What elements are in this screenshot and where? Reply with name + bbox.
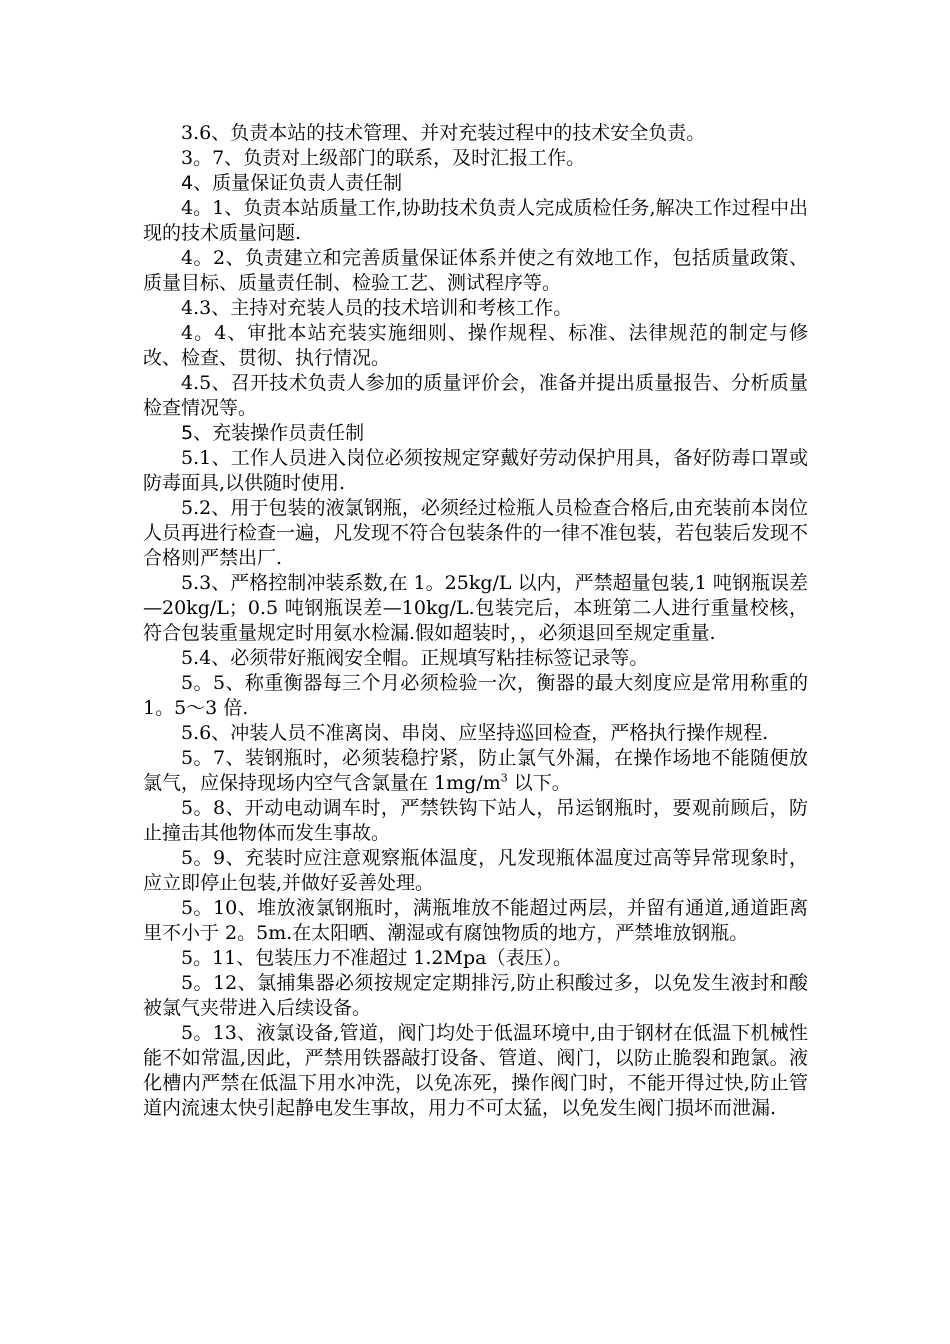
paragraph-5-7-text: 5。7、装钢瓶时，必须装稳拧紧，防止氯气外漏，在操作场地不能随便放氯气，应保持现场内空气含氯量在 1mg/m <box>143 747 808 794</box>
paragraph-4-5: 4.5、召开技术负责人参加的质量评价会，准备并提出质量报告、分析质量检查情况等。 <box>143 372 808 419</box>
paragraph-5-4: 5.4、必须带好瓶阀安全帽。正规填写粘挂标签记录等。 <box>181 647 649 669</box>
paragraph-3-6: 3.6、负责本站的技术管理、并对充装过程中的技术安全负责。 <box>181 122 706 144</box>
paragraph-4-2: 4。2、负责建立和完善质量保证体系并使之有效地工作，包括质量政策、质量目标、质量责任制、检验工艺、测试程序等。 <box>143 247 808 294</box>
paragraph-5-8: 5。8、开动电动调车时，严禁铁钩下站人，吊运钢瓶时，要观前顾后，防止撞击其他物体而发生事故。 <box>143 797 808 844</box>
superscript-3: 3 <box>500 771 508 785</box>
paragraph-5-2: 5.2、用于包装的液氯钢瓶，必须经过检瓶人员检查合格后,由充装前本岗位人员再进行检查一遍，凡发现不符合包装条件的一律不准包装，若包装后发现不合格则严禁出厂. <box>143 497 809 569</box>
paragraph-5-6: 5.6、冲装人员不准离岗、串岗、应坚持巡回检查，严格执行操作规程. <box>181 722 769 744</box>
paragraph-5-9: 5。9、充装时应注意观察瓶体温度，凡发现瓶体温度过高等异常现象时，应立即停止包装,并做好妥善处理。 <box>143 847 808 894</box>
paragraph-3-7: 3。7、负责对上级部门的联系，及时汇报工作。 <box>181 147 586 169</box>
paragraph-5-7 <box>143 746 808 796</box>
section-heading-5: 5、充装操作员责任制 <box>181 422 365 444</box>
paragraph-4-3: 4.3、主持对充装人员的技术培训和考核工作。 <box>181 297 573 319</box>
paragraph-4-1: 4。1、负责本站质量工作,协助技术负责人完成质检任务,解决工作过程中出现的技术质量问题. <box>143 197 808 244</box>
paragraph-5-3: 5.3、严格控制冲装系数,在 1。25kg/L 以内，严禁超量包装,1 吨钢瓶误差—20kg/L；0.5 吨钢瓶误差—10kg/L.包装完后，本班第二人进行重量校核，符合包装重量规定时用氨水检漏.假如超装时，，必须退回至规定重量. <box>143 572 808 644</box>
paragraph-5-13: 5。13、液氯设备,管道，阀门均处于低温环境中,由于钢材在低温下机械性能不如常温,因此，严禁用铁器敲打设备、管道、阀门，以防止脆裂和跑氯。液化槽内严禁在低温下用水冲洗，以免冻死，操作阀门时，不能开得过快,防止管道内流速太快引起静电发生事故，用力不可太猛，以免发生阀门损坏而泄漏. <box>143 1022 808 1119</box>
paragraph-5-12: 5。12、氯捕集器必须按规定定期排污,防止积酸过多，以免发生液封和酸被氯气夹带进入后续设备。 <box>143 972 808 1019</box>
paragraph-5-11: 5。11、包装压力不准超过 1.2Mpa（表压）。 <box>181 947 572 969</box>
paragraph-4-4: 4。4、审批本站充装实施细则、操作规程、标准、法律规范的制定与修改、检查、贯彻、执行情况。 <box>143 322 808 369</box>
paragraph-5-7-tail: 以下。 <box>507 772 571 794</box>
paragraph-5-5: 5。5、称重衡器每三个月必须检验一次，衡器的最大刻度应是常用称重的 1。5～3 倍. <box>143 672 808 719</box>
section-heading-4: 4、质量保证负责人责任制 <box>181 172 403 194</box>
paragraph-5-1: 5.1、工作人员进入岗位必须按规定穿戴好劳动保护用具，备好防毒口罩或防毒面具,以供随时使用. <box>143 447 808 494</box>
paragraph-5-10: 5。10、堆放液氯钢瓶时，满瓶堆放不能超过两层，并留有通道,通道距离里不小于 2。5m.在太阳晒、潮湿或有腐蚀物质的地方，严禁堆放钢瓶。 <box>143 897 808 944</box>
document-body <box>143 121 808 1121</box>
